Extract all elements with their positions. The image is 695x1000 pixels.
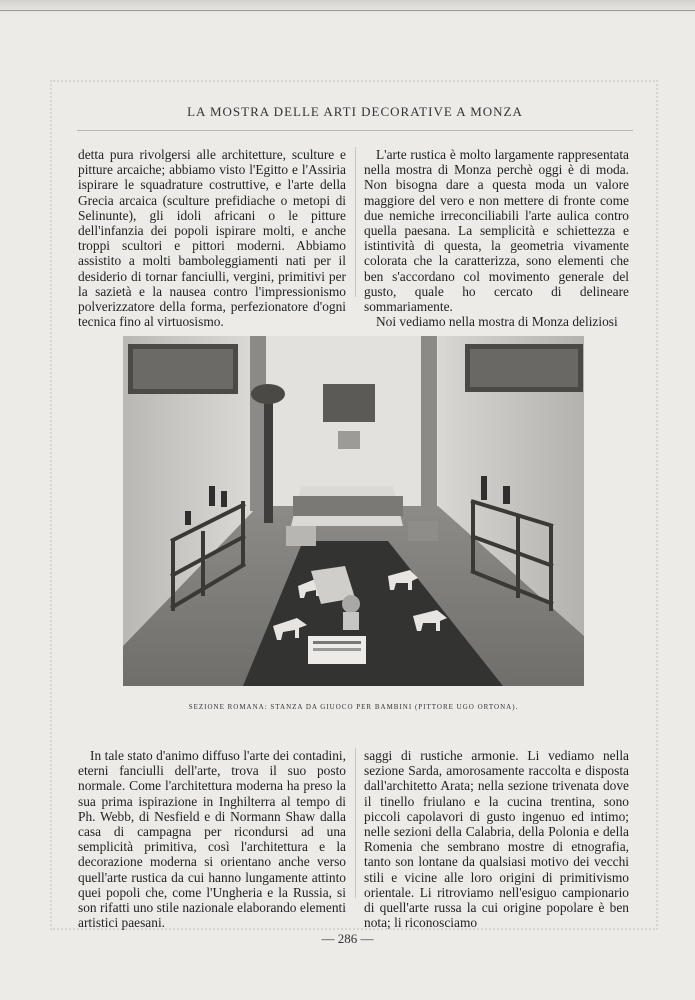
paragraph: detta pura rivolgersi alle architetture, sculture e pitture arcaiche; abbiamo visto l'Egitto e l'Assiria ispirare le squadrature costruttive, e l'arte della Grecia arcaica (sculture prefidiache o metopi di Selinunte), gli idoli africani o le pitture dell'infanzia dei popoli ispirare molti, e anche troppi scultori e pittori moderni. Abbiamo assistito a molti bamboleggiamenti nati per il desiderio di tornar fanciulli, vergini, primitivi per la sazietà e la nausea contro l'impressionismo polverizzatore della forma, perfezionatore d'ogni tecnica fino al virtuosismo.	[78, 147, 346, 330]
playroom-photo-drawing	[123, 336, 584, 686]
header-rule	[77, 130, 633, 131]
text-column-top-right	[364, 147, 629, 329]
text-column-top-left	[78, 147, 346, 329]
text-column-bottom-right	[364, 748, 629, 930]
figure-caption: SEZIONE ROMANA: STANZA DA GIUOCO PER BAMBINI (PITTORE UGO ORTONA).	[188, 703, 519, 711]
running-header: LA MOSTRA DELLE ARTI DECORATIVE A MONZA	[187, 104, 523, 119]
text-column-bottom-left	[78, 748, 346, 930]
paragraph: saggi di rustiche armonie. Li vediamo nella sezione Sarda, amorosamente raccolta e disposta dall'architetto Arata; nella sezione trivenata dove il tinello friulano e la cucina trentina, sono piccoli capolavori di gusto ingenuo ed intimo; nelle sezioni della Calabria, della Polonia e della Romenia che sembrano mostre di etnografia, tanto son lontane da qualsiasi motivo dei vecchi stili e vicine alle loro origini di primitivismo orientale. Li ritroviamo nell'esiguo campionario di quell'arte russa la cui origine popolare è ben nota; li riconosciamo	[364, 748, 629, 931]
column-divider	[355, 748, 356, 898]
paragraph: L'arte rustica è molto largamente rappresentata nella mostra di Monza perchè oggi è di moda. Non bisogna dare a questa moda un valore maggiore del vero e non mettere di fronte come due nemiche irreconciliabili l'arte aulica contro quella paesana. La semplicità e schiettezza e istintività di questa, la geometria vivamente colorata che la caratterizza, sono elementi che ben s'accordano col movimento generale del gusto, quale ho cercato di delineare sommariamente.	[364, 147, 629, 315]
column-divider	[355, 147, 356, 297]
photograph-playroom	[123, 336, 584, 686]
paragraph: Noi vediamo nella mostra di Monza deliziosi	[376, 314, 618, 330]
paragraph: In tale stato d'animo diffuso l'arte dei contadini, eterni fanciulli dell'arte, trova il suo posto normale. Come l'architettura moderna ha preso la sua prima ispirazione in Inghilterra al tempo di Ph. Webb, di Nesfield e di Normann Shaw dalla casa di campagna per ricondursi ad una semplicità primitiva, così l'architettura e la decorazione moderna si orientano anche verso quell'arte rustica da cui hanno lungamente attinto quei popoli che, come l'Ungheria e la Russia, si son rifatti uno stile nazionale elaborando elementi artistici paesani.	[78, 748, 346, 931]
page-number: — 286 —	[321, 931, 374, 946]
page-top-edge	[0, 0, 695, 14]
